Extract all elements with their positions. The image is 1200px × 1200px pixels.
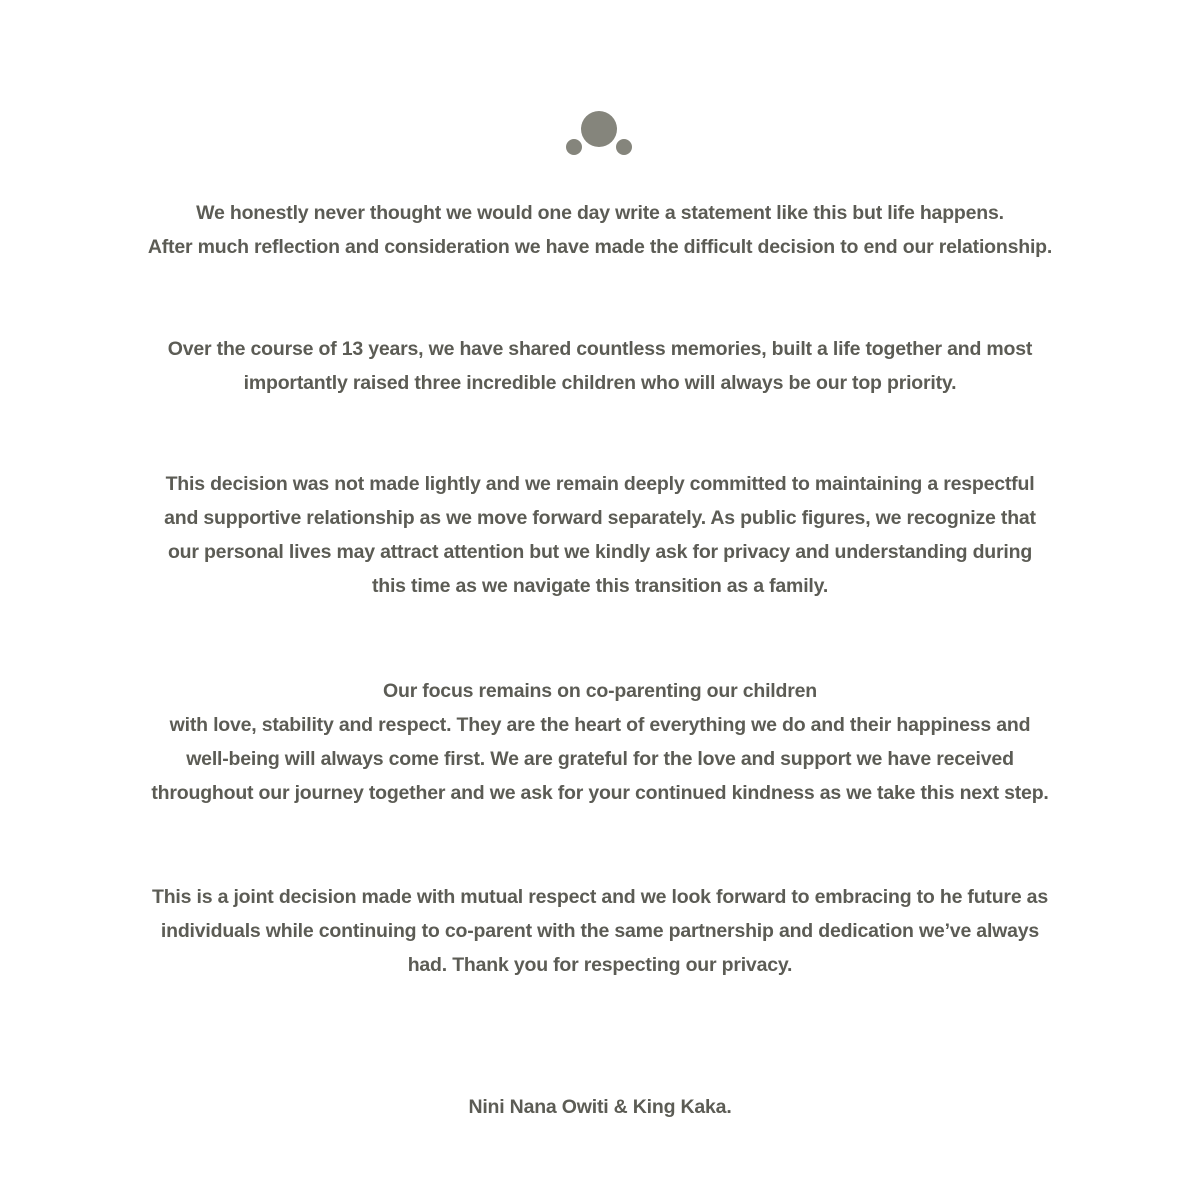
statement-paragraph-2 xyxy=(40,332,1160,400)
signature xyxy=(40,1090,1160,1124)
text-line: and supportive relationship as we move forward separately. As public figures, we recognize that xyxy=(164,507,1036,529)
text-line: individuals while continuing to co-parent with the same partnership and dedication we’ve always xyxy=(160,920,1040,942)
statement-paragraph-5 xyxy=(40,880,1160,982)
text-line: This decision was not made lightly and we remain deeply committed to maintaining a respectful xyxy=(165,473,1035,495)
text-line: had. Thank you for respecting our privacy. xyxy=(407,954,793,976)
text-line: This is a joint decision made with mutual respect and we look forward to embracing to he future as xyxy=(152,886,1048,908)
text-line: Over the course of 13 years, we have shared countless memories, built a life together and most xyxy=(167,338,1033,360)
text-line: importantly raised three incredible children who will always be our top priority. xyxy=(243,372,957,394)
text-line: well-being will always come first. We are grateful for the love and support we have received xyxy=(186,748,1014,770)
statement-paragraph-1 xyxy=(40,196,1160,264)
text-line: After much reflection and consideration we have made the difficult decision to end our relationship. xyxy=(147,236,1053,258)
statement-paragraph-3 xyxy=(40,467,1160,603)
text-line: with love, stability and respect. They are the heart of everything we do and their happiness and xyxy=(169,714,1031,736)
text-line: Our focus remains on co-parenting our children xyxy=(383,680,817,702)
text-line: throughout our journey together and we ask for your continued kindness as we take this next step. xyxy=(151,782,1049,804)
text-line: We honestly never thought we would one day write a statement like this but life happens. xyxy=(196,202,1004,224)
text-line: our personal lives may attract attention but we kindly ask for privacy and understanding during xyxy=(167,541,1033,563)
statement-paragraph-4 xyxy=(40,674,1160,810)
text-line: this time as we navigate this transition as a family. xyxy=(371,575,829,597)
signature-text: Nini Nana Owiti & King Kaka. xyxy=(468,1096,732,1118)
three-dots-logo-icon xyxy=(566,110,632,158)
